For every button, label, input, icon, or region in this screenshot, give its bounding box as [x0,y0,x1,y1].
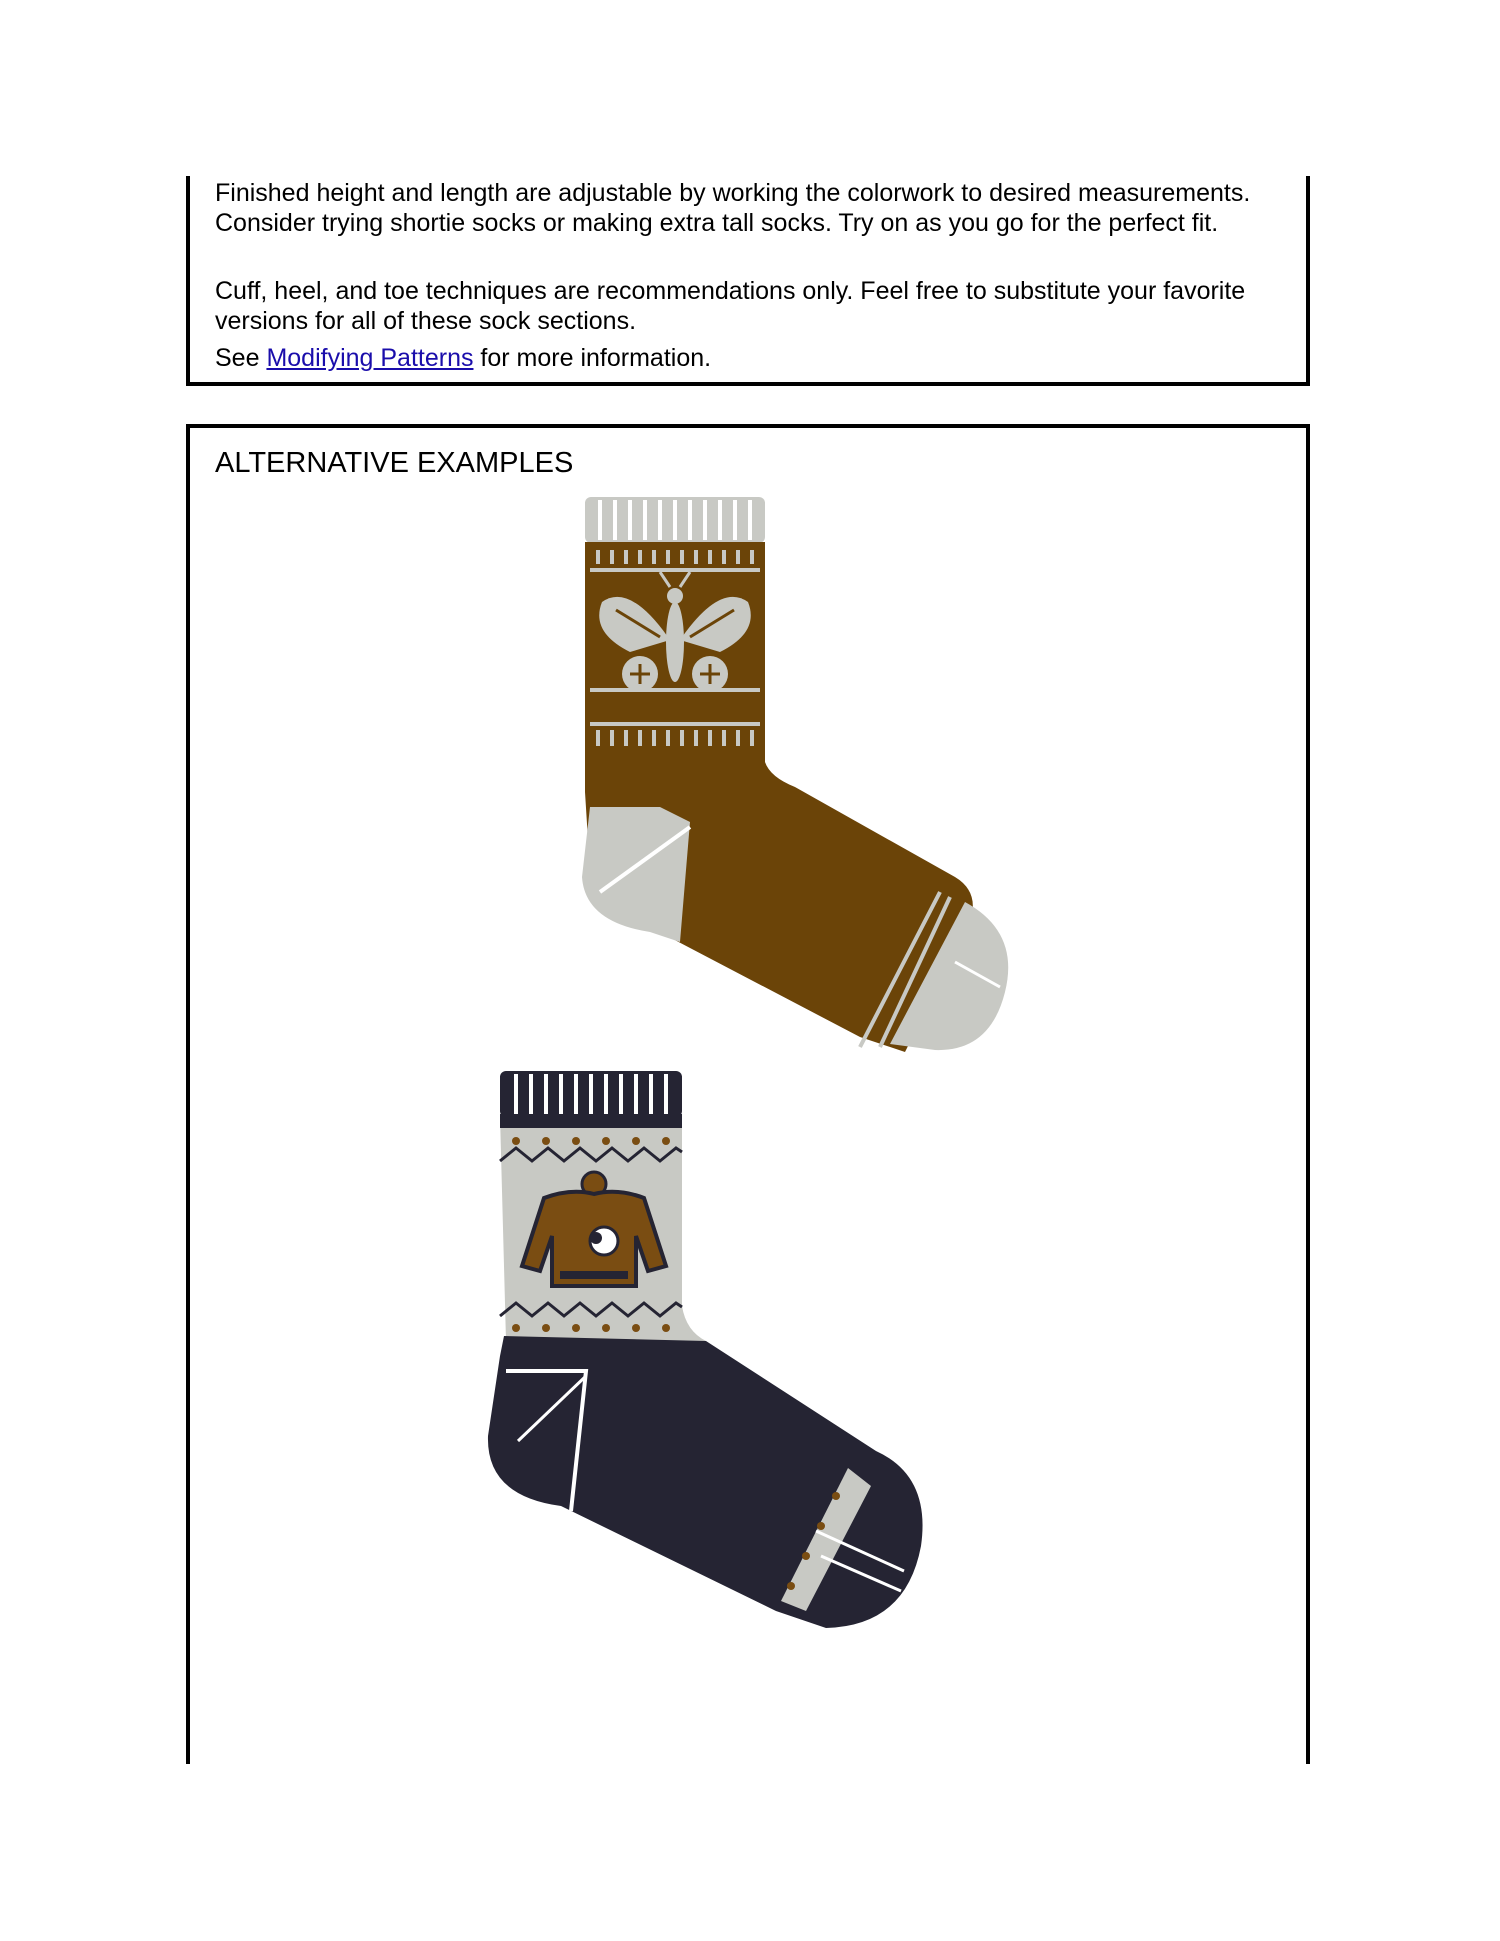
notes-paragraph-1: Finished height and length are adjustable by working the colorwork to desired measurements. Consider trying shortie socks or making extra tall socks. Try on as you go for the perfect fit. [215,179,1251,237]
notes-paragraph-2: Cuff, heel, and toe techniques are recommendations only. Feel free to substitute your favorite versions for all of these sock sections. [215,277,1246,335]
sweater-sock-illustration [476,1066,936,1636]
modifying-patterns-link[interactable]: Modifying Patterns [266,344,474,372]
see-prefix: See [215,344,267,372]
notes-see-line [215,343,1295,373]
butterfly-sock-illustration [560,492,1020,1052]
examples-heading: ALTERNATIVE EXAMPLES [215,447,574,479]
see-suffix: for more information. [473,344,712,372]
